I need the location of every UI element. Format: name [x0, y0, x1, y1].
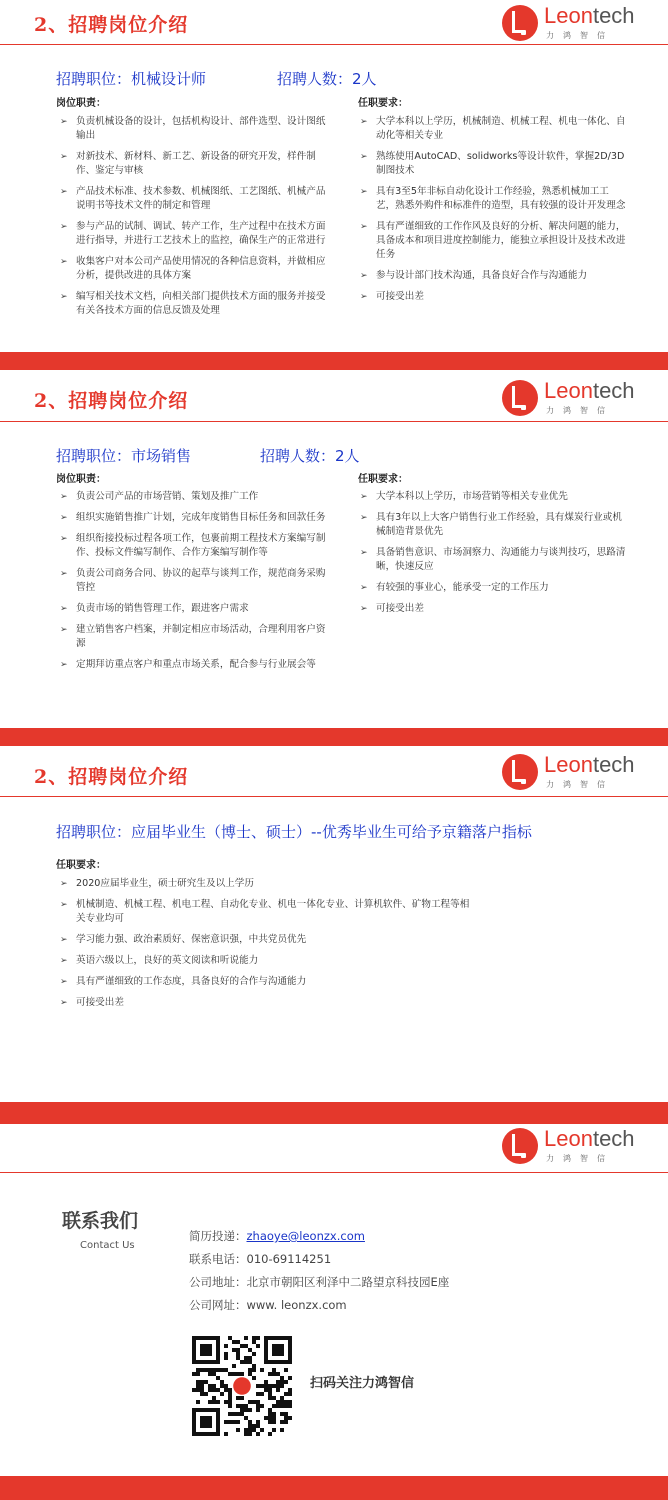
- list-item: [58, 996, 478, 1010]
- list-item: [58, 975, 478, 989]
- list-item: [58, 623, 326, 651]
- bullet-arrow-icon: ➢: [360, 292, 368, 302]
- bullet-arrow-icon: ➢: [60, 257, 68, 267]
- list-item-text: 收集客户对本公司产品使用情况的各种信息资料，并做相应分析，提供改进的具体方案: [76, 256, 326, 281]
- email-link[interactable]: zhaoye@leonzx.com: [246, 1229, 365, 1243]
- slide-graduates: [0, 746, 668, 1102]
- contact-email-line: [189, 1228, 365, 1244]
- job-position: 招聘职位：市场销售: [56, 447, 192, 465]
- footer-bar: [0, 1476, 668, 1500]
- bullet-arrow-icon: ➢: [60, 152, 68, 162]
- list-item: [58, 602, 326, 616]
- list-item: [58, 898, 478, 926]
- logo-brand-a: Leon: [544, 378, 593, 403]
- list-item-text: 2020应届毕业生，硕士研究生及以上学历: [76, 878, 254, 889]
- list-item-text: 建立销售客户档案，并制定相应市场活动，合理利用客户资源: [76, 624, 326, 649]
- bullet-arrow-icon: ➢: [60, 534, 68, 544]
- list-item: [58, 933, 478, 947]
- slide-mechanical-designer: [0, 0, 668, 352]
- logo-subtitle: 力鸿智信: [546, 1154, 614, 1163]
- bullet-arrow-icon: ➢: [60, 935, 68, 945]
- qr-caption: 扫码关注力鸿智信: [310, 1376, 415, 1391]
- list-item: [358, 220, 628, 262]
- logo-brand-b: tech: [592, 752, 635, 777]
- bullet-arrow-icon: ➢: [60, 187, 68, 197]
- list-item-text: 产品技术标准、技术参数、机械图纸、工艺图纸、机械产品说明书等技术文件的制定和管理: [76, 186, 326, 211]
- bullet-arrow-icon: ➢: [60, 977, 68, 987]
- email-label: 简历投递：: [189, 1229, 247, 1243]
- list-item-text: 有较强的事业心，能承受一定的工作压力: [376, 582, 549, 593]
- logo-mark-icon: [502, 754, 538, 790]
- job-position: 招聘职位：机械设计师: [56, 70, 207, 88]
- list-item-text: 可接受出差: [376, 603, 424, 614]
- list-item-text: 机械制造、机械工程、机电工程、自动化专业、机电一体化专业、计算机软件、矿物工程等相关专业均可: [76, 899, 470, 924]
- leontech-logo: [502, 752, 635, 792]
- bullet-arrow-icon: ➢: [360, 222, 368, 232]
- job-position: 招聘职位：应届毕业生（博士、硕士）--优秀毕业生可给予京籍落户指标: [56, 823, 532, 841]
- logo-mark-icon: [502, 5, 538, 41]
- list-item: [358, 269, 628, 283]
- logo-brand-b: tech: [592, 3, 635, 28]
- qr-code-icon: [192, 1336, 292, 1436]
- bullet-arrow-icon: ➢: [60, 292, 68, 302]
- list-item: [358, 490, 630, 504]
- list-item-text: 具有3至5年非标自动化设计工作经验，熟悉机械加工工艺，熟悉外购件和标准件的造型，具有较强的设计开发理念: [376, 186, 626, 211]
- slide-separator-bar: [0, 352, 668, 370]
- list-item: [358, 290, 628, 304]
- list-item-text: 具有严谨细致的工作态度，具备良好的合作与沟通能力: [76, 976, 307, 987]
- leontech-logo: [502, 378, 635, 418]
- list-item-text: 参与产品的试制、调试、转产工作，生产过程中在技术方面进行指导，并进行工艺技术上的监控，确保生产的正常进行: [76, 221, 326, 246]
- requirements-list: [358, 115, 628, 311]
- logo-brand-a: Leon: [544, 3, 593, 28]
- list-item-text: 具有严谨细致的工作作风及良好的分析、解决问题的能力，具备成本和项目进度控制能力，能独立承担设计及技术改进任务: [376, 221, 626, 260]
- bullet-arrow-icon: ➢: [60, 222, 68, 232]
- list-item-text: 大学本科以上学历，市场营销等相关专业优先: [376, 491, 568, 502]
- bullet-arrow-icon: ➢: [360, 548, 368, 558]
- list-item: [58, 150, 326, 178]
- slide-header: [0, 0, 668, 44]
- list-item-text: 对新技术、新材料、新工艺、新设备的研究开发，样件制作、鉴定与审核: [76, 151, 316, 176]
- list-item: [58, 255, 326, 283]
- bullet-arrow-icon: ➢: [360, 187, 368, 197]
- logo-subtitle: 力鸿智信: [546, 31, 614, 40]
- list-item: [58, 567, 326, 595]
- list-item-text: 可接受出差: [76, 997, 124, 1008]
- list-item: [58, 532, 326, 560]
- list-item: [358, 581, 630, 595]
- requirements-heading: 任职要求：: [358, 98, 408, 109]
- list-item-text: 负责市场的销售管理工作，跟进客户需求: [76, 603, 249, 614]
- list-item-text: 英语六级以上，良好的英文阅读和听说能力: [76, 955, 259, 966]
- list-item-text: 组织衔接投标过程各项工作，包裹前期工程技术方案编写制作、投标文件编写制作、合作方案编写制作等: [76, 533, 326, 558]
- header-divider: [0, 796, 668, 797]
- contact-subtitle: Contact Us: [80, 1240, 135, 1251]
- list-item: [58, 511, 326, 525]
- logo-mark-icon: [502, 380, 538, 416]
- bullet-arrow-icon: ➢: [360, 492, 368, 502]
- bullet-arrow-icon: ➢: [60, 569, 68, 579]
- list-item: [358, 150, 628, 178]
- requirements-list: [58, 877, 478, 1017]
- contact-phone: 联系电话：010-69114251: [189, 1252, 332, 1266]
- logo-brand-b: tech: [592, 378, 635, 403]
- bullet-arrow-icon: ➢: [60, 900, 68, 910]
- section-title: 2、招聘岗位介绍: [34, 766, 189, 788]
- logo-brand-a: Leon: [544, 1126, 593, 1151]
- bullet-arrow-icon: ➢: [360, 604, 368, 614]
- duties-list: [58, 490, 326, 679]
- list-item-text: 负责机械设备的设计，包括机构设计、部件选型、设计图纸输出: [76, 116, 326, 141]
- slide-separator-bar: [0, 728, 668, 746]
- list-item: [58, 954, 478, 968]
- list-item: [58, 185, 326, 213]
- list-item: [358, 185, 628, 213]
- list-item-text: 定期拜访重点客户和重点市场关系，配合参与行业展会等: [76, 659, 316, 670]
- bullet-arrow-icon: ➢: [60, 492, 68, 502]
- list-item-text: 编写相关技术文档，向相关部门提供技术方面的服务并接受有关各技术方面的信息反馈及处理: [76, 291, 326, 316]
- list-item: [358, 511, 630, 539]
- list-item: [58, 877, 478, 891]
- slide-header: [0, 370, 668, 414]
- list-item-text: 大学本科以上学历，机械制造、机械工程、机电一体化、自动化等相关专业: [376, 116, 626, 141]
- header-divider: [0, 44, 668, 45]
- bullet-arrow-icon: ➢: [60, 879, 68, 889]
- header-divider: [0, 1172, 668, 1173]
- requirements-list: [358, 490, 630, 623]
- list-item: [58, 290, 326, 318]
- logo-subtitle: 力鸿智信: [546, 780, 614, 789]
- list-item-text: 具备销售意识、市场洞察力、沟通能力与谈判技巧，思路清晰，快速反应: [376, 547, 626, 572]
- list-item-text: 组织实施销售推广计划，完成年度销售目标任务和回款任务: [76, 512, 326, 523]
- requirements-heading: 任职要求：: [358, 474, 408, 485]
- bullet-arrow-icon: ➢: [360, 513, 368, 523]
- contact-address: 公司地址：北京市朝阳区利泽中二路望京科技园E座: [189, 1275, 450, 1289]
- bullet-arrow-icon: ➢: [360, 583, 368, 593]
- logo-brand-b: tech: [592, 1126, 635, 1151]
- list-item: [58, 490, 326, 504]
- contact-title: 联系我们: [62, 1210, 139, 1232]
- slide-header: [0, 746, 668, 790]
- list-item: [358, 115, 628, 143]
- logo-subtitle: 力鸿智信: [546, 406, 614, 415]
- logo-brand-a: Leon: [544, 752, 593, 777]
- slide-separator-bar: [0, 1102, 668, 1124]
- list-item-text: 参与设计部门技术沟通，具备良好合作与沟通能力: [376, 270, 588, 281]
- logo-mark-icon: [502, 1128, 538, 1164]
- list-item: [358, 602, 630, 616]
- bullet-arrow-icon: ➢: [360, 152, 368, 162]
- list-item-text: 负责公司商务合同、协议的起草与谈判工作，规范商务采购管控: [76, 568, 326, 593]
- list-item: [58, 115, 326, 143]
- list-item-text: 负责公司产品的市场营销、策划及推广工作: [76, 491, 259, 502]
- bullet-arrow-icon: ➢: [60, 604, 68, 614]
- list-item-text: 学习能力强、政治素质好、保密意识强，中共党员优先: [76, 934, 307, 945]
- leontech-logo: [502, 1126, 635, 1166]
- bullet-arrow-icon: ➢: [360, 117, 368, 127]
- bullet-arrow-icon: ➢: [60, 625, 68, 635]
- duties-heading: 岗位职责：: [56, 98, 106, 109]
- section-title: 2、招聘岗位介绍: [34, 14, 189, 36]
- list-item: [58, 220, 326, 248]
- job-headcount: 招聘人数：2人: [260, 447, 360, 465]
- list-item-text: 具有3年以上大客户销售行业工作经验，具有煤炭行业或机械制造背景优先: [376, 512, 622, 537]
- list-item: [358, 546, 630, 574]
- requirements-heading: 任职要求：: [56, 860, 106, 871]
- job-headcount: 招聘人数：2人: [277, 70, 377, 88]
- duties-list: [58, 115, 326, 325]
- duties-heading: 岗位职责：: [56, 474, 106, 485]
- header-divider: [0, 421, 668, 422]
- leontech-logo: [502, 3, 635, 43]
- bullet-arrow-icon: ➢: [60, 660, 68, 670]
- bullet-arrow-icon: ➢: [60, 117, 68, 127]
- list-item-text: 可接受出差: [376, 291, 424, 302]
- slide-marketing-sales: [0, 370, 668, 728]
- bullet-arrow-icon: ➢: [60, 956, 68, 966]
- list-item: [58, 658, 326, 672]
- bullet-arrow-icon: ➢: [60, 998, 68, 1008]
- bullet-arrow-icon: ➢: [360, 271, 368, 281]
- list-item-text: 熟练使用AutoCAD、solidworks等设计软件，掌握2D/3D制图技术: [376, 151, 625, 176]
- section-title: 2、招聘岗位介绍: [34, 390, 189, 412]
- bullet-arrow-icon: ➢: [60, 513, 68, 523]
- contact-website: 公司网址：www. leonzx.com: [189, 1298, 347, 1312]
